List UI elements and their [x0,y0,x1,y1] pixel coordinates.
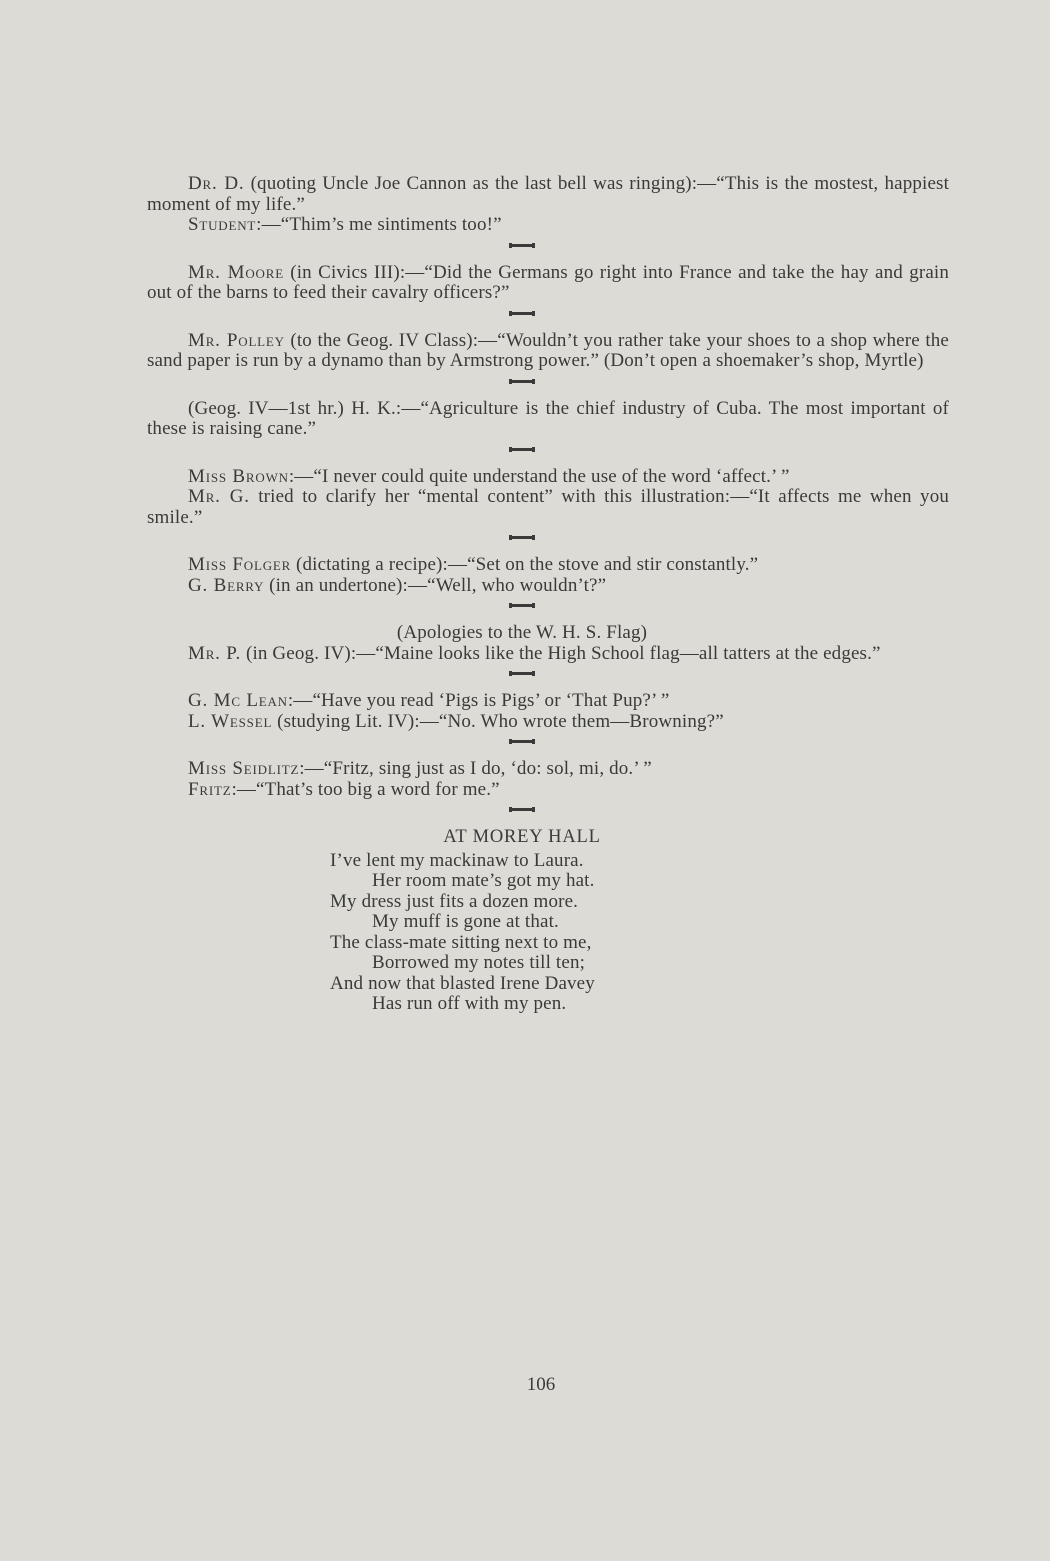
page-number: 106 [526,1374,556,1395]
speaker-name: Mr. G. [188,486,250,507]
poem-body [330,851,949,1015]
quote-paragraph [147,467,949,488]
section-divider-ornament [510,312,534,315]
quote-text: (studying Lit. IV):—“No. Who wrote them—Browning?” [272,710,724,732]
speaker-name: Mr. Moore [188,261,284,283]
quote-paragraph [147,780,949,801]
quote-paragraph [147,399,949,440]
quote-paragraph [147,555,949,576]
speaker-name: Fritz [188,778,232,800]
quote-paragraph [147,759,949,780]
quote-text: (in an undertone):—“Well, who wouldn’t?” [264,574,607,596]
speaker-name: G. Berry [188,574,265,596]
quote-paragraph [147,691,949,712]
poem-line: Has run off with my pen. [372,993,567,1014]
quote-text: (dictating a recipe):—“Set on the stove and stir constantly.” [291,554,759,575]
section-divider-ornament [510,244,534,247]
speaker-name: G. Mc Lean [188,690,288,711]
quote-text: :—“I never could quite understand the use of the word ‘affect.’ ” [288,465,790,487]
entry-heading: (Apologies to the W. H. S. Flag) [396,622,648,643]
quote-paragraph [147,712,949,733]
poem-line: I’ve lent my mackinaw to Laura. [330,849,584,871]
speaker-name: Miss Brown [188,465,289,487]
speaker-name: Mr. P. [188,642,242,664]
quote-text: (in Geog. IV):—“Maine looks like the High School flag—all tatters at the edges.” [241,642,881,664]
quote-paragraph [147,331,949,372]
section-divider-ornament [510,604,534,607]
page-body [147,174,949,1015]
section-divider-ornament [510,740,534,743]
speaker-name: Mr. Polley [188,329,285,351]
speaker-name: Dr. D. [188,173,245,194]
quote-text: :—“That’s too big a word for me.” [231,778,500,800]
quote-paragraph [147,174,949,215]
poem-line: And now that blasted Irene Davey [330,972,595,994]
quote-text: (quoting Uncle Joe Cannon as the last bell was ringing):—“This is the mostest, happiest moment of my life.” [147,173,949,215]
section-divider-ornament [510,536,534,539]
quote-paragraph [147,576,949,597]
section-divider-ornament [510,808,534,811]
quote-text: (to the Geog. IV Class):—“Wouldn’t you rather take your shoes to a shop where the sand paper is run by a dynamo than by Armstrong power.” (Don’t open a shoemaker’s shop, Myrtle) [147,329,949,371]
quote-text: (in Civics III):—“Did the Germans go right into France and take the hay and grain out of the barns to feed their cavalry officers?” [147,261,949,303]
quote-paragraph [147,487,949,528]
speaker-name: Student [188,214,257,235]
quote-paragraph [147,215,949,236]
quote-text: :—“Fritz, sing just as I do, ‘do: sol, mi, do.’ ” [299,758,652,779]
section-divider-ornament [510,380,534,383]
quote-paragraph [147,263,949,304]
poem-title: AT MOREY HALL [443,827,601,847]
quote-text: :—“Thim’s me sintiments too!” [256,214,502,235]
poem-line: The class-mate sitting next to me, [330,931,592,953]
speaker-name: Miss Seidlitz [188,758,300,779]
poem-line: Her room mate’s got my hat. [372,870,595,891]
speaker-name: L. Wessel [188,710,273,732]
quote-text: (Geog. IV—1st hr.) H. K.:—“Agriculture is the chief industry of Cuba. The most important of these is raising cane.” [147,397,949,439]
poem-line: Borrowed my notes till ten; [372,952,586,973]
quote-text: tried to clarify her “mental content” with this illustration:—“It affects me when you smile.” [147,486,949,528]
poem-line: My muff is gone at that. [372,911,559,932]
quote-paragraph [147,644,949,665]
section-divider-ornament [510,672,534,675]
poem-line: My dress just fits a dozen more. [330,890,579,912]
quote-text: :—“Have you read ‘Pigs is Pigs’ or ‘That Pup?’ ” [287,690,670,711]
speaker-name: Miss Folger [188,554,292,575]
section-divider-ornament [510,448,534,451]
